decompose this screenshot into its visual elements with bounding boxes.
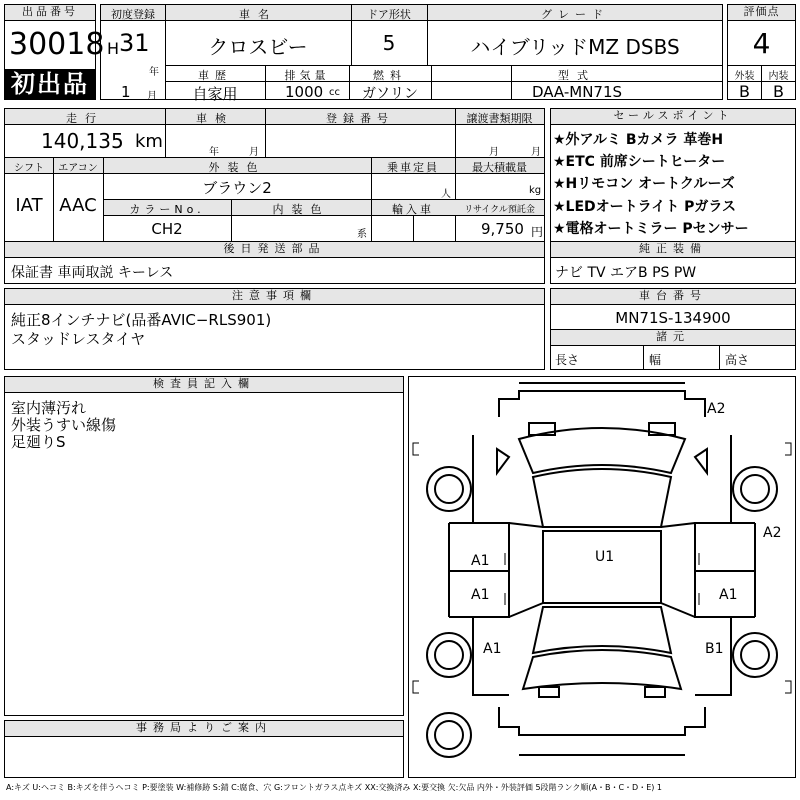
- import-label: 輸入車: [392, 203, 434, 216]
- mark-a2-top: A2: [707, 401, 726, 417]
- sales-box: [550, 108, 796, 284]
- month-unit: 月: [147, 91, 157, 102]
- interior-color-label: 内装色: [272, 203, 330, 216]
- displacement: 1000: [285, 83, 324, 101]
- mileage-unit: km: [135, 131, 163, 152]
- mileage-label: 走行: [66, 112, 104, 125]
- score-box: [727, 4, 796, 100]
- spec-height: 高さ: [725, 353, 750, 367]
- damage-diagram: [408, 376, 796, 778]
- notes-line-1: 純正8インチナビ(品番AVIC−RLS901): [11, 311, 272, 329]
- year-unit: 年: [149, 67, 159, 78]
- load-unit: kg: [529, 185, 542, 196]
- ac-label: エアコン: [58, 163, 98, 174]
- ext-grade: B: [739, 82, 750, 101]
- color-no-label: カラーNo.: [129, 203, 205, 216]
- chassis-box: [550, 288, 796, 370]
- car-name-label: 車名: [239, 8, 277, 21]
- mark-a2-right: A2: [763, 525, 782, 541]
- shift-label: シフト: [14, 163, 44, 174]
- office-box: [4, 720, 404, 778]
- sales-line-3: ★Hリモコン オートクルーズ: [553, 176, 735, 192]
- legend: A:キズ U:ヘコミ B:キズを伴うヘコミ P:要塗装 W:補修跡 S:錆 C:腐食、穴 G:フロントガラス点キズ XX:交換済み X:要交換 欠:欠品 内外・外装評価 5段階ランク順(A・B・C・D・E) 1: [6, 783, 663, 792]
- mark-a1-left-2: A1: [471, 587, 490, 603]
- capacity-unit: 人: [441, 189, 451, 200]
- inspector-box: [4, 376, 404, 716]
- displacement-label: 排気量: [284, 69, 330, 82]
- inspector-line-2: 外装うすい線傷: [11, 416, 117, 434]
- capacity-label: 乗車定員: [387, 161, 439, 174]
- chassis-label: 車台番号: [551, 289, 795, 305]
- doors: 5: [382, 31, 396, 55]
- displacement-unit: cc: [329, 87, 340, 98]
- mileage: 140,135: [41, 129, 124, 153]
- score-label: 評価点: [728, 5, 795, 21]
- mark-a1-right: A1: [719, 587, 738, 603]
- reg-label: 初度登録: [111, 8, 155, 21]
- equip: ナビ TV エアB PS PW: [555, 265, 697, 281]
- later-parts-label: 後日発送部品: [5, 242, 544, 258]
- recycle-unit: 円: [531, 225, 544, 239]
- mark-u1: U1: [595, 549, 615, 565]
- lot-number: 30018: [9, 27, 105, 62]
- notes-label: 注意事項欄: [5, 289, 544, 305]
- ac: AAC: [59, 195, 97, 216]
- transfer-month-unit: 月: [489, 147, 499, 158]
- color-no: CH2: [151, 220, 183, 238]
- notes-line-2: スタッドレスタイヤ: [11, 330, 146, 348]
- recycle-label: リサイクル預託金: [464, 205, 535, 215]
- history-label: 車歴: [198, 69, 232, 82]
- lot-box: [4, 4, 105, 100]
- transfer-label: 譲渡書類期限: [466, 112, 533, 125]
- sales-line-5: ★電格オートミラー Pセンサー: [553, 221, 749, 237]
- month: 1: [121, 83, 131, 101]
- grade-label: グレード: [541, 8, 609, 21]
- regno-label: 登録番号: [326, 112, 394, 125]
- score: 4: [752, 27, 771, 60]
- later-parts: 保証書 車両取説 キーレス: [11, 265, 174, 281]
- spec-length: 長さ: [555, 353, 580, 367]
- transfer-day-unit: 月: [531, 147, 541, 158]
- shift: IAT: [15, 195, 43, 216]
- mark-a1-left-1: A1: [471, 553, 490, 569]
- inspector-line-3: 足廻りS: [11, 433, 66, 451]
- era: H: [107, 39, 120, 58]
- sales-line-4: ★LEDオートライト Pガラス: [553, 199, 736, 215]
- sales-label: セールスポイント: [551, 109, 795, 125]
- model-label: 型式: [558, 69, 596, 82]
- grade: ハイブリッドMZ DSBS: [470, 35, 680, 59]
- fuel-label: 燃料: [373, 69, 407, 82]
- detail-box: [4, 108, 545, 284]
- inspection-month-unit: 月: [249, 147, 259, 158]
- int-label: 内装: [768, 71, 789, 82]
- recycle: 9,750: [481, 220, 524, 238]
- model: DAA-MN71S: [531, 83, 623, 101]
- sales-line-1: ★外アルミ Bカメラ 革巻H: [553, 132, 724, 148]
- inspection-label: 車検: [196, 112, 234, 125]
- spec-width: 幅: [649, 353, 662, 367]
- spec-label: 諸元: [551, 330, 795, 346]
- first-listing-badge: 初出品: [5, 69, 95, 99]
- top-main-box: [100, 4, 723, 103]
- history: 自家用: [192, 85, 238, 103]
- int-grade: B: [773, 82, 784, 101]
- color-label: 外装色: [208, 161, 266, 174]
- mark-b1: B1: [705, 641, 724, 657]
- office-label: 事務局よりご案内: [5, 721, 403, 737]
- chassis-number: MN71S-134900: [615, 309, 731, 327]
- load-label: 最大積載量: [472, 161, 527, 174]
- fuel: ガソリン: [362, 86, 418, 102]
- sales-line-2: ★ETC 前席シートヒーター: [553, 154, 726, 170]
- car-outline: [409, 377, 795, 777]
- car-name: クロスビー: [208, 35, 308, 59]
- year: 31: [119, 29, 150, 57]
- inspector-label: 検査員記入欄: [5, 377, 403, 393]
- equip-label: 純正装備: [551, 242, 795, 258]
- ext-label: 外装: [734, 71, 755, 82]
- mark-a1-left-3: A1: [483, 641, 502, 657]
- lot-label: 出品番号: [5, 5, 95, 21]
- door-label: ドア形状: [367, 8, 411, 21]
- notes-box: [4, 288, 545, 370]
- interior-suffix: 系: [357, 229, 367, 240]
- inspection-year-unit: 年: [209, 147, 219, 158]
- color: ブラウン2: [202, 179, 272, 197]
- inspector-line-1: 室内薄汚れ: [11, 399, 87, 417]
